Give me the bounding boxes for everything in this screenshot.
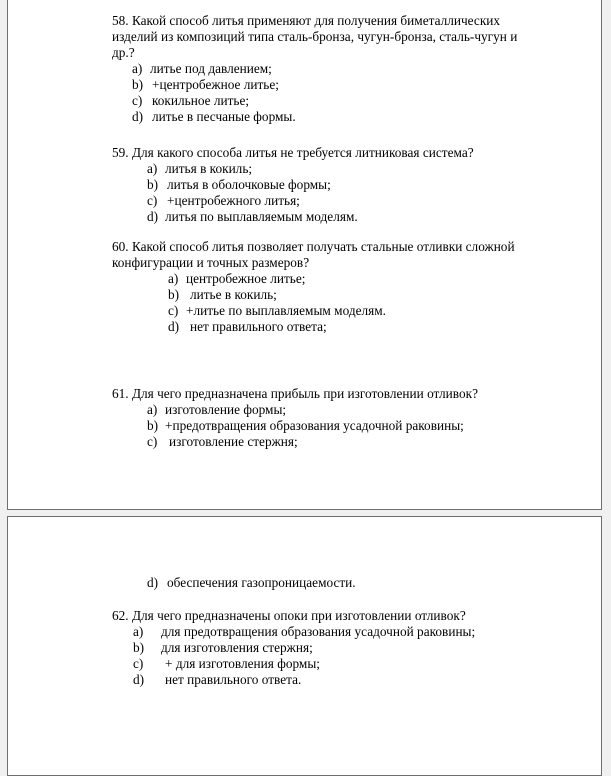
answer-option-d: d) литья по выплавляемым моделям.	[147, 209, 358, 224]
answer-option-c: c) кокильное литье;	[132, 93, 250, 108]
answer-option-b: b) для изготовления стержня;	[133, 640, 313, 655]
question-61	[112, 386, 478, 450]
answer-option-d: d) нет правильного ответа.	[133, 672, 302, 687]
answer-option-d: d) литье в песчаные формы.	[132, 109, 296, 124]
question-text-line: 61. Для чего предназначена прибыль при изготовлении отливок?	[112, 386, 478, 401]
answer-option-b: b) литья в оболочковые формы;	[147, 177, 331, 192]
answer-option-a: a) для предотвращения образования усадочной раковины;	[133, 624, 476, 639]
answer-option-a: a) литье под давлением;	[132, 61, 272, 76]
question-text-line: изделий из композиций типа сталь-бронза, чугун-бронза, сталь-чугун и	[112, 29, 518, 44]
question-text-line: др.?	[112, 45, 135, 60]
question-58	[112, 13, 517, 125]
answer-option-b: b) +предотвращения образования усадочной раковины;	[147, 418, 464, 433]
answer-option-d: d) нет правильного ответа;	[168, 319, 327, 334]
answer-option-a: a) литья в кокиль;	[147, 161, 253, 176]
answer-option-c: c) изготовление стержня;	[147, 434, 298, 449]
question-59	[112, 145, 474, 225]
answer-option-d-continued: d) обеспечения газопроницаемости.	[147, 575, 356, 590]
document-page-1	[7, 0, 602, 510]
answer-option-a: a) центробежное литье;	[168, 271, 306, 286]
question-60	[112, 239, 515, 335]
question-text-line: 59. Для какого способа литья не требуется литниковая система?	[112, 145, 474, 160]
answer-option-b: b) литье в кокиль;	[168, 287, 277, 302]
answer-option-c: c) +центробежного литья;	[147, 193, 300, 208]
answer-option-c: c) + для изготовления формы;	[133, 656, 320, 671]
answer-option-c: c) +литье по выплавляемым моделям.	[168, 303, 386, 318]
question-62	[112, 608, 476, 688]
document-page-2	[7, 516, 602, 776]
answer-option-b: b) +центробежное литье;	[132, 77, 279, 92]
question-text-line: 60. Какой способ литья позволяет получать стальные отливки сложной	[112, 239, 515, 254]
question-text-line: 58. Какой способ литья применяют для получения биметаллических	[112, 13, 501, 28]
answer-option-a: a) изготовление формы;	[147, 402, 287, 417]
question-text-line: 62. Для чего предназначены опоки при изготовлении отливок?	[112, 608, 466, 623]
question-text-line: конфигурации и точных размеров?	[112, 255, 310, 270]
